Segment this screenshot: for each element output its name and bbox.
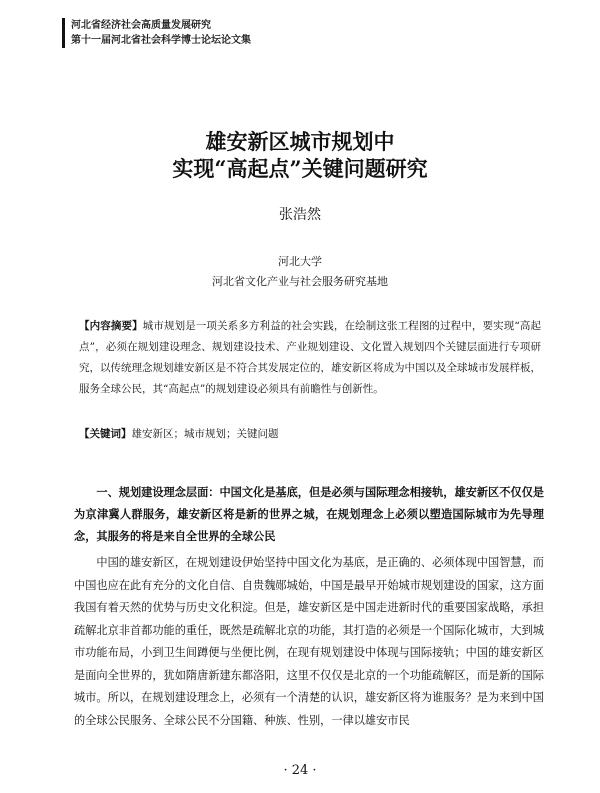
header-line-2: 第十一届河北省社会科学博士论坛论文集 [71, 35, 251, 46]
affiliation-line-1: 河北大学 [278, 255, 322, 268]
abstract-label: 【内容摘要】 [79, 320, 143, 332]
body-paragraph: 中国的雄安新区，在规划建设伊始坚持中国文化为基底，是正确的、必须体现中国智慧，而中国也应在此有充分的文化自信、自贵魏郧城始，中国是最早开始城市规划建设的国家，这方面我国有着天然的优势与历史文化积淀。但是，雄安新区是中国走进新时代的重要国家战略，承担疏解北京非首都功能的重任，既然是疏解北京的功能，其打造的必须是一个国际化城市，大到城市功能布局，小到卫生间蹲便与坐便比例，在现有规划建设中体现与国际接轨；中国的雄安新区是面向全世界的，犹如隋唐新建东都洛阳，这里不仅仅是北京的一个功能疏解区，而是新的国际城市。所以，在规划建设理念上，必须有一个清楚的认识，雄安新区将为谁服务？是为来到中国的全球公民服务、全球公民不分国籍、种族、性别，一律以雄安市民 [74, 556, 544, 727]
affiliation [0, 252, 600, 292]
section-heading: 一、规划建设理念层面：中国文化是基底，但是必须与国际理念相接轨，雄安新区不仅仅是为京津冀人群服务，雄安新区将是新的世界之城，在规划理念上必须以塑造国际城市为先导理念，其服务的将是来自全世界的全球公民 [74, 486, 544, 543]
header-line-1: 河北省经济社会高质量发展研究 [71, 20, 211, 31]
keywords-text: 雄安新区；城市规划；关键问题 [131, 428, 279, 440]
title-line-1: 雄安新区城市规划中 [205, 129, 395, 154]
page-number: · 24 · [283, 763, 317, 778]
keywords [79, 424, 541, 444]
title-line-2: 实现“高起点”关键问题研究 [172, 156, 428, 181]
running-header [62, 18, 251, 48]
abstract-text: 城市规划是一项关系多方利益的社会实践，在绘制这张工程图的过程中，要实现“高起点”，必须在规划建设理念、规划建设技术、产业规划建设、文化置入规划四个关键层面进行专项研究，以传统理念规划雄安新区是不符合其发展定位的，雄安新区将成为中国以及全球城市发展样板，服务全球公民，其“高起点”的规划建设必须具有前瞻性与创新性。 [79, 320, 541, 395]
author-name: 张浩然 [279, 207, 321, 223]
affiliation-line-2: 河北省文化产业与社会服务研究基地 [212, 275, 388, 288]
keywords-label: 【关键词】 [79, 428, 132, 440]
abstract [79, 316, 541, 400]
paper-title [0, 128, 600, 182]
